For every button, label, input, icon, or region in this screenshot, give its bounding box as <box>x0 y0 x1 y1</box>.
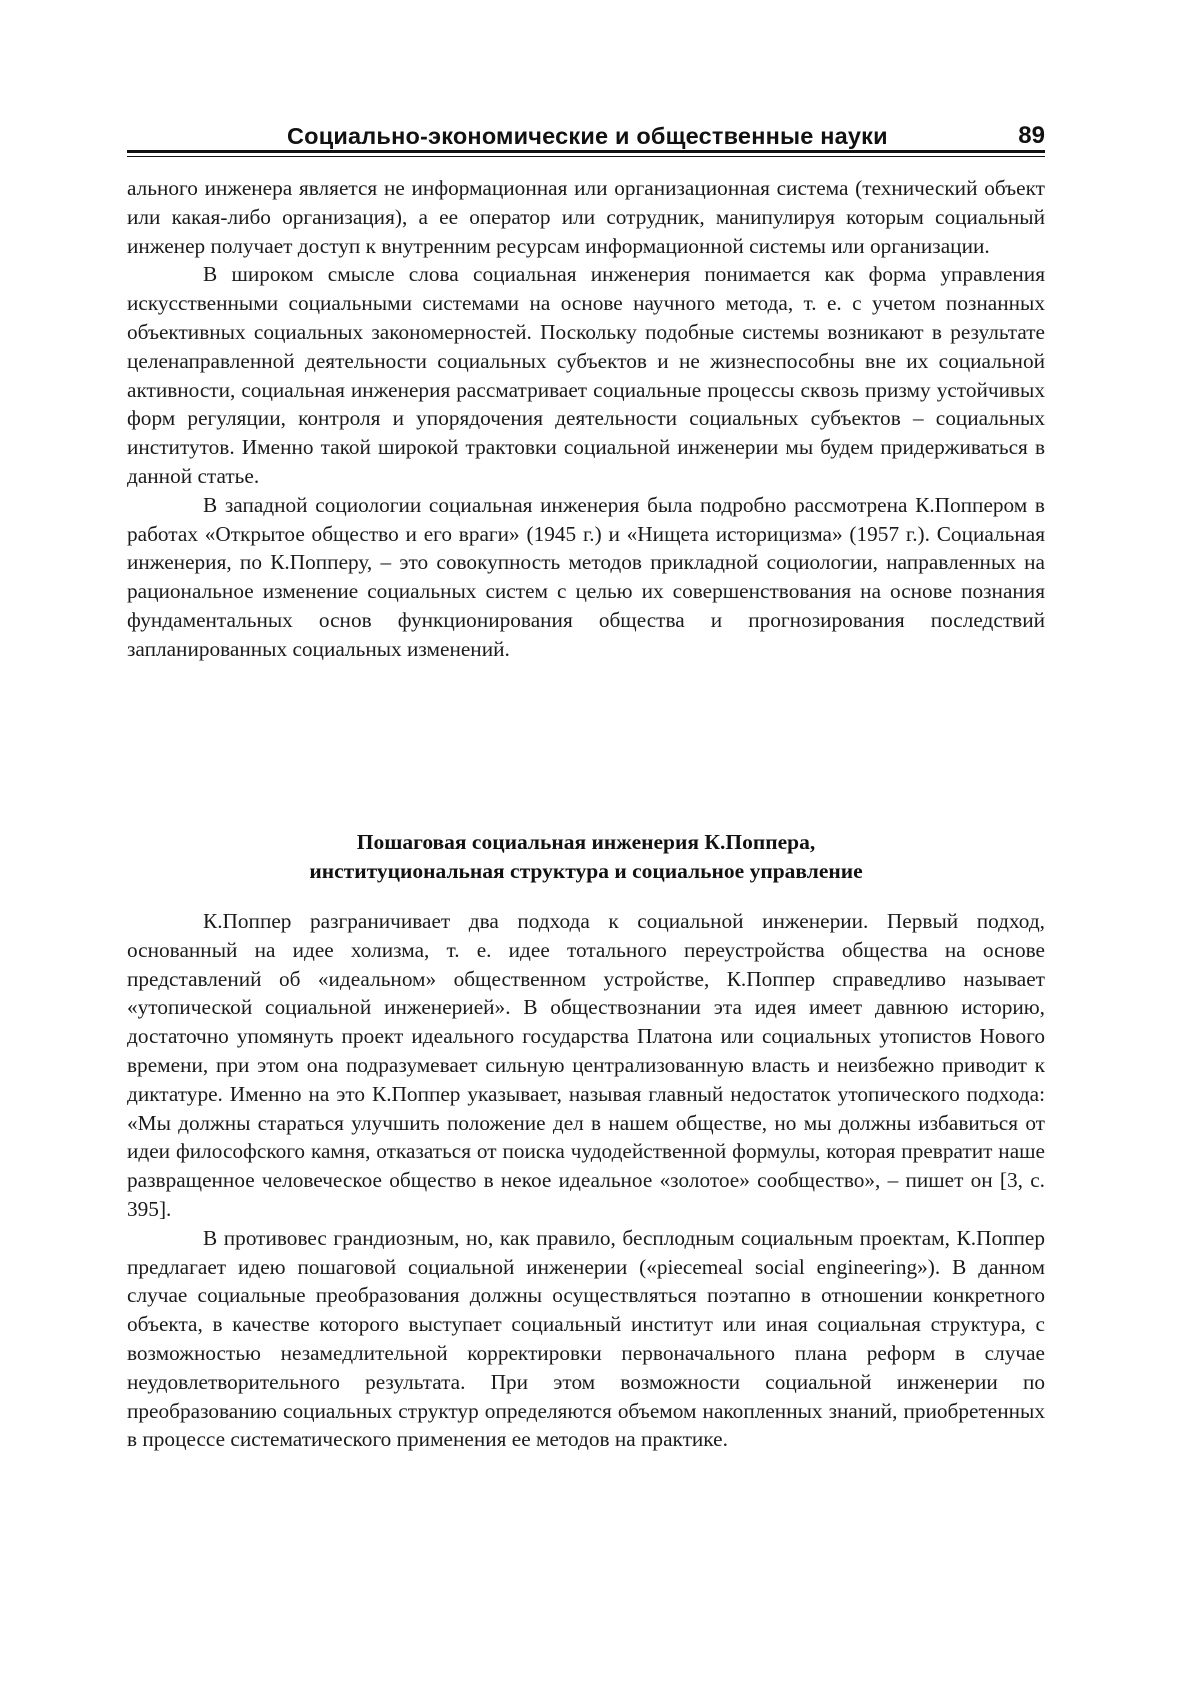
section-heading <box>127 828 1045 886</box>
paragraph: В широком смысле слова социальная инженерия понимается как форма управления искусственными социальными системами на основе научного метода, т. е. с учетом познанных объективных социальных закономерностей. Поскольку подобные системы возникают в результате целенаправленной деятельности социальных субъектов и не жизнеспособны вне их социальной активности, социальная инженерия рассматривает социальные процессы сквозь призму устойчивых форм регуляции, контроля и упорядочения деятельности социальных субъектов – социальных институтов. Именно такой широкой трактовки социальной инженерии мы будем придерживаться в данной статье. <box>127 262 1045 488</box>
paragraph: К.Поппер разграничивает два подхода к социальной инженерии. Первый подход, основанный на идее холизма, т. е. идее тотального переустройства общества на основе представлений об «идеальном» общественном устройстве, К.Поппер справедливо называет «утопической социальной инженерией». В обществознании эта идея имеет давнюю историю, достаточно упомянуть проект идеального государства Платона или социальных утопистов Нового времени, при этом она подразумевает сильную централизованную власть и неизбежно приводит к диктатуре. Именно на это К.Поппер указывает, называя главный недостаток утопического подхода: «Мы должны стараться улучшить положение дел в нашем обществе, но мы должны избавиться от идеи философского камня, отказаться от поиска чудодейственной формулы, которая превратит наше развращенное человеческое общество в некое идеальное «золотое» сообщество», – пишет он [3, с. 395]. <box>127 909 1045 1221</box>
page-number: 89 <box>1018 122 1045 149</box>
paragraph: ального инженера является не информационная или организационная система (технический объект или какая-либо организация), а ее оператор или сотрудник, манипулируя которым социальный инженер получает доступ к внутренним ресурсам информационной системы или организации. <box>127 176 1045 258</box>
section-heading-line-2: институциональная структура и социальное управление <box>309 859 863 883</box>
intro-text <box>127 174 1045 664</box>
header-title: Социально-экономические и общественные науки <box>287 123 888 149</box>
paragraph: В противовес грандиозным, но, как правило, бесплодным социальным проектам, К.Поппер предлагает идею пошаговой социальной инженерии («piecemeal social engineering»). В данном случае социальные преобразования должны осуществляться поэтапно в отношении конкретного объекта, в качестве которого выступает социальный институт или иная социальная структура, с возможностью незамедлительной корректировки первоначального плана реформ в случае неудовлетворительного результата. При этом возможности социальной инженерии по преобразованию социальных структур определяются объемом накопленных знаний, приобретенных в процессе систематического применения ее методов на практике. <box>127 1225 1045 1452</box>
paragraph: В западной социологии социальная инженерия была подробно рассмотрена К.Поппером в работах «Открытое общество и его враги» (1945 г.) и «Нищета историцизма» (1957 г.). Социальная инженерия, по К.Попперу, – это совокупность методов прикладной социологии, направленных на рациональное изменение социальных систем с целью их совершенствования на основе познания фундаментальных основ функционирования общества и прогнозирования последствий запланированных социальных изменений. <box>127 492 1045 661</box>
header-rule-thin <box>127 156 1045 157</box>
section-text <box>127 907 1045 1454</box>
section-heading-line-1: Пошаговая социальная инженерия К.Поппера, <box>356 830 816 854</box>
header-rule-thick <box>127 150 1045 153</box>
